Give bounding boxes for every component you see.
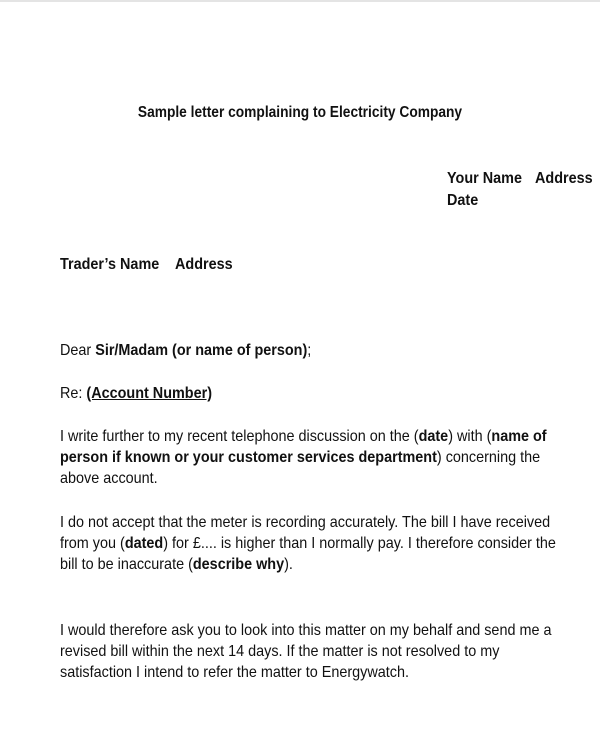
paragraph-1-line-2 [60, 447, 540, 468]
p1-name: name of [491, 428, 547, 445]
sender-date: Date [447, 192, 479, 209]
paragraph-2-line-3 [60, 554, 293, 575]
p2-dated: dated [124, 535, 164, 552]
paragraph-3-line-1: I would therefore ask you to look into this matter on my behalf and send me a [60, 622, 552, 639]
p1-date: date [418, 428, 449, 445]
letter-title: Sample letter complaining to Electricity Company [137, 104, 463, 121]
p2-text: ) for £.... is higher than I normally pay. I therefore consider the [163, 535, 556, 552]
paragraph-1-line-3: above account. [60, 470, 158, 487]
p2-text: bill to be inaccurate ( [60, 556, 193, 573]
p2-text: ). [284, 556, 293, 573]
sender-block [447, 168, 600, 212]
reference-line [60, 383, 229, 404]
recipient-block [60, 254, 239, 276]
paragraph-3-line-3: satisfaction I intend to refer the matter to Energywatch. [60, 664, 409, 681]
recipient-name: Trader’s Name [60, 256, 160, 273]
paragraph-3 [60, 620, 560, 683]
salutation [60, 340, 339, 361]
salutation-recipient: Sir/Madam (or name of person) [95, 342, 308, 359]
top-divider [0, 0, 600, 2]
p1-text: ) with ( [448, 428, 492, 445]
reference-prefix: Re: [60, 385, 87, 402]
salutation-suffix: ; [307, 342, 312, 359]
p2-describe-why: describe why [192, 556, 285, 573]
p1-text: ) concerning the [436, 449, 541, 466]
paragraph-2-line-2 [60, 533, 556, 554]
paragraph-1 [60, 426, 560, 489]
paragraph-3-line-2: revised bill within the next 14 days. If the matter is not resolved to my [60, 643, 500, 660]
paragraph-2-line-1: I do not accept that the meter is recording accurately. The bill I have received [60, 514, 551, 531]
sender-name: Your Name [447, 170, 522, 187]
paragraph-2 [60, 512, 560, 575]
p2-text: from you ( [60, 535, 125, 552]
paragraph-1-line-1 [60, 426, 547, 447]
sender-address: Address [534, 170, 593, 187]
salutation-prefix: Dear [60, 342, 96, 359]
account-number: (Account Number) [86, 385, 213, 402]
p1-department: person if known or your customer services department [60, 449, 437, 466]
recipient-address: Address [174, 256, 233, 273]
p1-text: I write further to my recent telephone discussion on the ( [60, 428, 419, 445]
